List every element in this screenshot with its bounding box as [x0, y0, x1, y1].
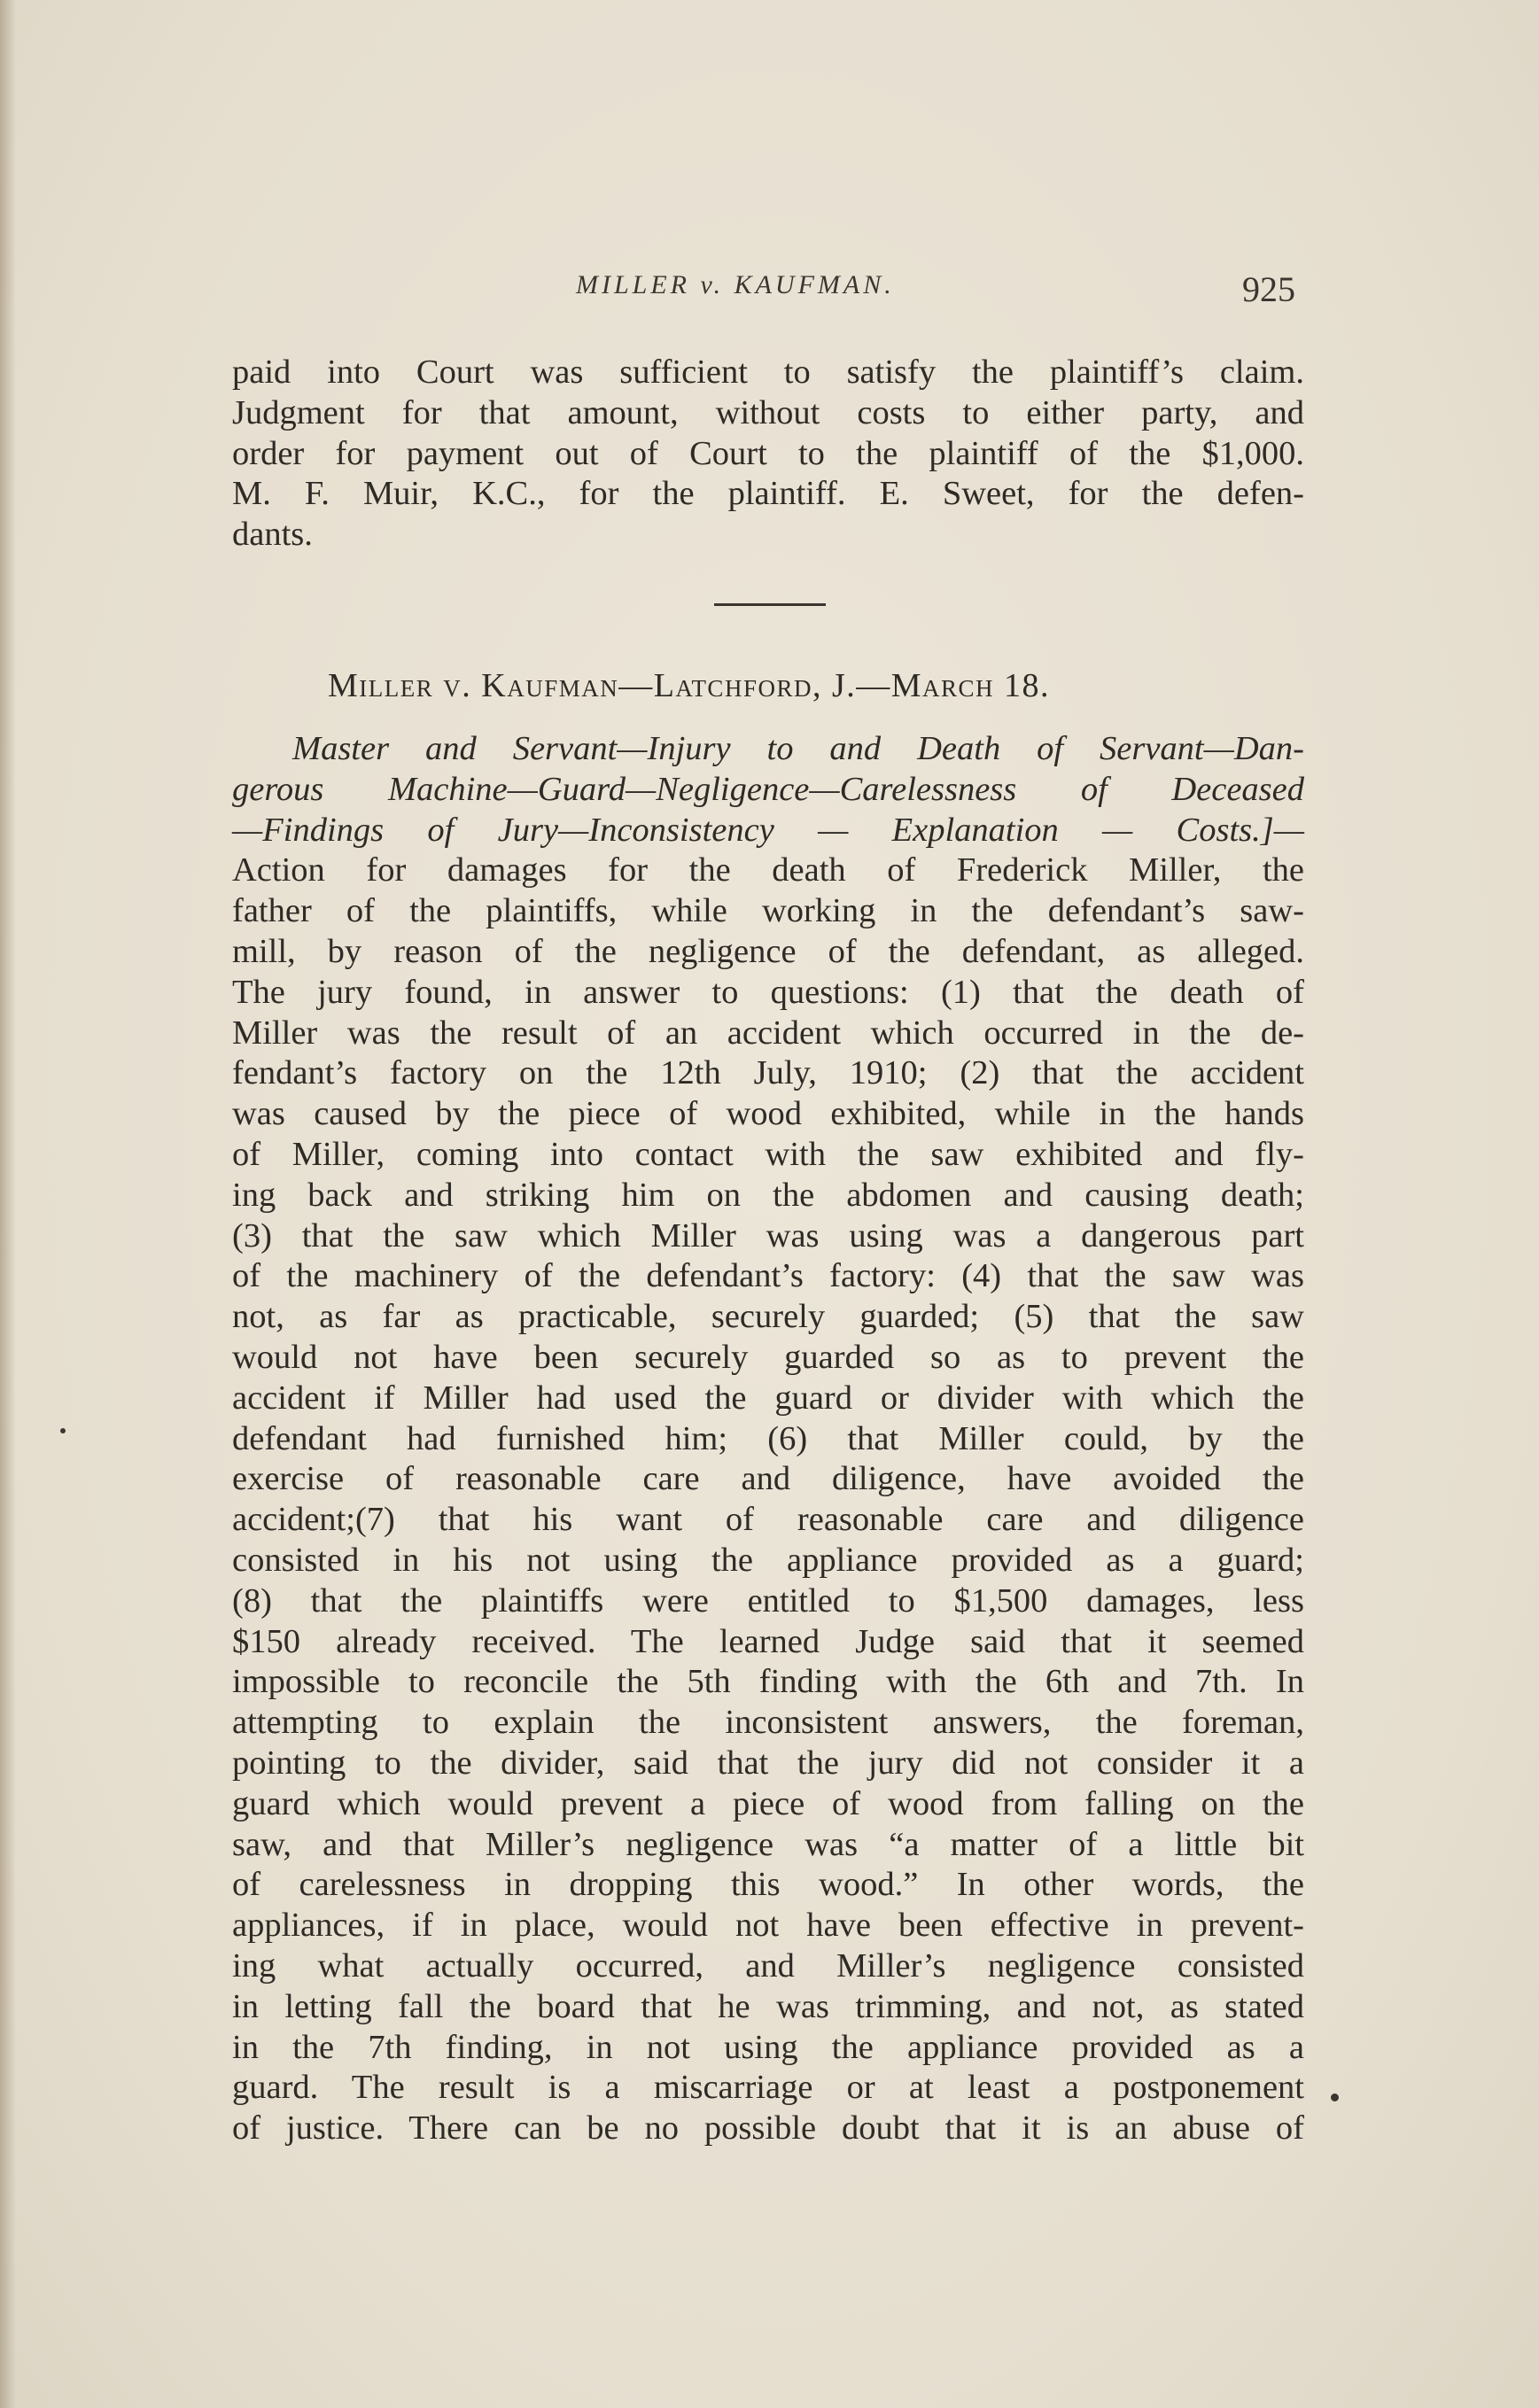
- page-number: 925: [1242, 269, 1295, 309]
- text-line: not, as far as practicable, securely guarded; (5) that the saw: [232, 1298, 1304, 1336]
- text-line: of Miller, coming into contact with the saw exhibited and fly-: [232, 1135, 1304, 1173]
- running-title: MILLER v. KAUFMAN.: [576, 270, 895, 299]
- text-line: M. F. Muir, K.C., for the plaintiff. E. Sweet, for the defen-: [232, 475, 1304, 513]
- text-line: Judgment for that amount, without costs to either party, and: [232, 393, 1304, 431]
- headnote-line: [232, 770, 1304, 811]
- text-line: (3) that the saw which Miller was using was a dangerous part: [232, 1216, 1304, 1254]
- text-line: ing back and striking him on the abdomen and causing death;: [232, 1176, 1304, 1214]
- text-line: Miller was the result of an accident which occurred in the de-: [232, 1014, 1304, 1052]
- ink-speck: [60, 1428, 66, 1433]
- section-divider: [714, 603, 826, 606]
- case-report: [232, 729, 1304, 2149]
- text-line: impossible to reconcile the 5th finding with the 6th and 7th. In: [232, 1663, 1304, 1701]
- text-line: pointing to the divider, said that the jury did not consider it a: [232, 1744, 1304, 1782]
- text-line: guard. The result is a miscarriage or at least a postponement: [232, 2069, 1304, 2107]
- text-line: in the 7th finding, in not using the appliance provided as a: [232, 2028, 1304, 2066]
- text-line: guard which would prevent a piece of wood from falling on the: [232, 1784, 1304, 1822]
- text-line: was caused by the piece of wood exhibited, while in the hands: [232, 1095, 1304, 1133]
- ink-speck: [1331, 2093, 1339, 2101]
- spine-shadow: [0, 0, 16, 2408]
- text-line: would not have been securely guarded so as to prevent the: [232, 1338, 1304, 1376]
- text-line: consisted in his not using the appliance provided as a guard;: [232, 1541, 1304, 1579]
- text-line: saw, and that Miller’s negligence was “a matter of a little bit: [232, 1825, 1304, 1863]
- text-line: mill, by reason of the negligence of the defendant, as alleged.: [232, 932, 1304, 970]
- text-line: (8) that the plaintiffs were entitled to $1,500 damages, less: [232, 1581, 1304, 1620]
- text-line: order for payment out of Court to the plaintiff of the $1,000.: [232, 434, 1304, 472]
- text-line: exercise of reasonable care and diligence, have avoided the: [232, 1460, 1304, 1498]
- headnote-text: —Findings of Jury—Inconsistency — Explanation — Costs.]—: [232, 811, 1304, 849]
- text-line: in letting fall the board that he was trimming, and not, as stated: [232, 1987, 1304, 2025]
- text-line: attempting to explain the inconsistent answers, the foreman,: [232, 1704, 1304, 1742]
- text-line: The jury found, in answer to questions: (1) that the death of: [232, 973, 1304, 1011]
- text-line: paid into Court was sufficient to satisfy the plaintiff’s claim.: [232, 353, 1304, 391]
- case-heading: Miller v. Kaufman—Latchford, J.—March 18.: [328, 667, 1051, 704]
- headnote-text: gerous Machine—Guard—Negligence—Carelessness of Deceased: [232, 770, 1304, 808]
- headnote-text: Master and Servant—Injury to and Death of Servant—Dan-: [292, 730, 1304, 767]
- text-line: Action for damages for the death of Frederick Miller, the: [232, 851, 1304, 889]
- text-line: fendant’s factory on the 12th July, 1910; (2) that the accident: [232, 1054, 1304, 1092]
- headnote-line: [232, 729, 1304, 770]
- text-line: accident if Miller had used the guard or divider with which the: [232, 1379, 1304, 1417]
- text-line: defendant had furnished him; (6) that Miller could, by the: [232, 1419, 1304, 1457]
- headnote-line: [232, 811, 1304, 851]
- text-line: of justice. There can be no possible doubt that it is an abuse of: [232, 2109, 1304, 2148]
- text-line: dants.: [232, 516, 313, 554]
- text-line: appliances, if in place, would not have been effective in prevent-: [232, 1907, 1304, 1945]
- running-head: [0, 270, 1539, 323]
- text-line: accident;(7) that his want of reasonable care and diligence: [232, 1501, 1304, 1539]
- text-line: of carelessness in dropping this wood.” In other words, the: [232, 1866, 1304, 1904]
- closing-paragraph: [232, 353, 1304, 555]
- text-line: ing what actually occurred, and Miller’s negligence consisted: [232, 1946, 1304, 1985]
- text-line: father of the plaintiffs, while working in the defendant’s saw-: [232, 892, 1304, 930]
- text-line: $150 already received. The learned Judge said that it seemed: [232, 1622, 1304, 1660]
- text-line: of the machinery of the defendant’s factory: (4) that the saw was: [232, 1257, 1304, 1295]
